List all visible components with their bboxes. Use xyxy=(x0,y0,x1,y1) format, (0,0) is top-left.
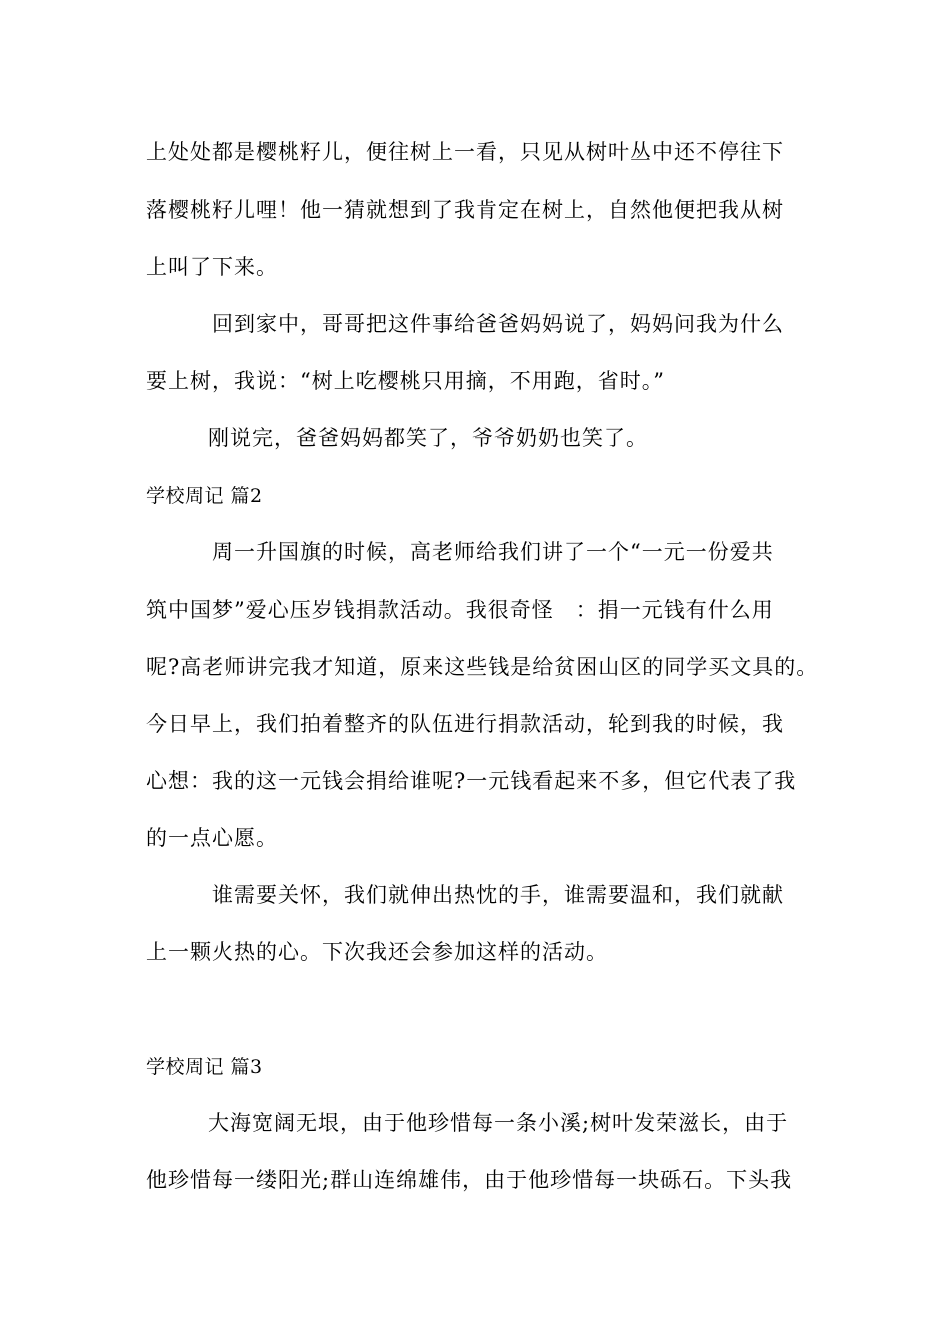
text-line: 呢?高老师讲完我才知道，原来这些钱是给贫困山区的同学买文具的。 xyxy=(146,655,819,679)
text-line: 今日早上，我们拍着整齐的队伍进行捐款活动，轮到我的时候，我 xyxy=(146,712,784,736)
section-heading: 学校周记 篇3 xyxy=(146,1056,263,1078)
text-line: 谁需要关怀，我们就伸出热忱的手，谁需要温和，我们就献 xyxy=(212,883,784,907)
text-line: 大海宽阔无垠，由于他珍惜每一条小溪;树叶发荣滋长，由于 xyxy=(208,1111,789,1135)
text-line: 上一颗火热的心。下次我还会参加这样的活动。 xyxy=(146,940,608,964)
text-line: 落樱桃籽儿哩！他一猜就想到了我肯定在树上，自然他便把我从树 xyxy=(146,198,784,222)
text-line: 回到家中，哥哥把这件事给爸爸妈妈说了，妈妈问我为什么 xyxy=(212,312,784,336)
text-line: 他珍惜每一缕阳光;群山连绵雄伟，由于他珍惜每一块砾石。下头我 xyxy=(146,1168,793,1192)
text-line: 上叫了下来。 xyxy=(146,255,278,279)
text-line: 要上树，我说：“树上吃樱桃只用摘，不用跑，省时。” xyxy=(146,369,665,393)
section-heading: 学校周记 篇2 xyxy=(146,485,263,507)
text-line: 周一升国旗的时候，高老师给我们讲了一个“一元一份爱共 xyxy=(212,540,774,564)
text-line: 上处处都是樱桃籽儿，便往树上一看，只见从树叶丛中还不停往下 xyxy=(146,140,784,164)
text-line: 的一点心愿。 xyxy=(146,826,278,850)
text-line: 心想：我的这一元钱会捐给谁呢?一元钱看起来不多，但它代表了我 xyxy=(146,769,797,793)
text-line: 筑中国梦”爱心压岁钱捐款活动。我很奇怪 ：捐一元钱有什么用 xyxy=(146,598,774,622)
text-line: 刚说完，爸爸妈妈都笑了，爷爷奶奶也笑了。 xyxy=(208,426,648,450)
